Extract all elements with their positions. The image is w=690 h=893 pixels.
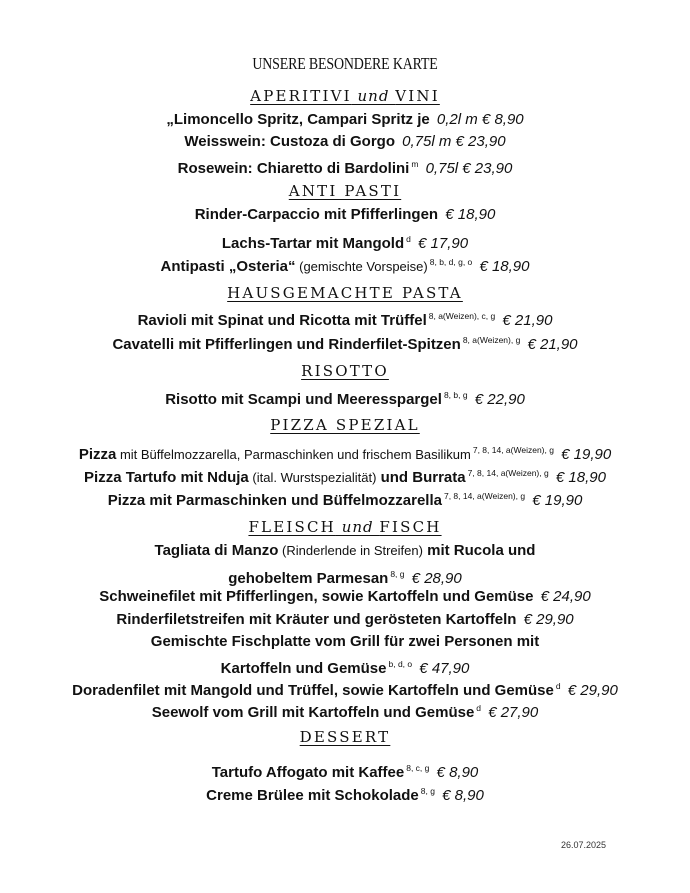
section-heading: DESSERT	[299, 728, 391, 746]
item-price: 0,75l m € 23,90	[398, 133, 506, 150]
item-price: € 47,90	[415, 660, 470, 677]
item-allergens: 8, b, g	[443, 390, 468, 400]
menu-item	[0, 330, 690, 355]
item-price: € 8,90	[437, 787, 484, 804]
item-name: Tagliata di Manzo	[154, 542, 279, 559]
item-price: € 19,90	[528, 492, 583, 509]
item-price: 0,75l € 23,90	[421, 160, 513, 177]
section-heading: RISOTTO	[301, 362, 389, 380]
item-allergens: 7, 8, 14, a(Weizen), g	[472, 445, 554, 455]
menu-item	[0, 252, 690, 277]
menu-item	[0, 385, 690, 410]
item-name: Schweinefilet mit Pfifferlingen, sowie Kartoffeln und Gemüse	[99, 588, 534, 605]
section-heading: PIZZA SPEZIAL	[270, 416, 420, 434]
item-allergens: d	[555, 681, 561, 691]
item-price: € 21,90	[498, 312, 553, 329]
item-price: € 22,90	[470, 391, 525, 408]
menu-item	[0, 587, 690, 607]
menu-item	[0, 132, 690, 152]
item-name: Lachs-Tartar mit Mangold	[221, 235, 405, 252]
menu-item	[0, 610, 690, 630]
item-name: Ravioli mit Spinat und Ricotta mit Trüffel	[137, 312, 427, 329]
item-price: € 18,90	[441, 206, 496, 223]
item-allergens: 8, c, g	[406, 763, 430, 773]
item-name: Risotto mit Scampi und Meeresspargel	[165, 391, 442, 408]
item-price: € 29,90	[563, 682, 618, 699]
menu-item	[0, 440, 690, 465]
menu-item	[0, 486, 690, 511]
item-allergens: 8, a(Weizen), g	[462, 335, 521, 345]
item-name: Pizza Tartufo mit Nduja	[84, 469, 249, 486]
item-name: Rinderfiletstreifen mit Kräuter und gerösteten Kartoffeln	[116, 611, 517, 628]
item-price: € 24,90	[536, 588, 591, 605]
item-price: € 21,90	[523, 336, 578, 353]
item-price: € 27,90	[484, 704, 539, 721]
menu-item	[0, 110, 690, 130]
item-allergens: b, d, o	[388, 659, 413, 669]
menu-date: 26.07.2025	[561, 840, 607, 850]
item-price: € 29,90	[519, 611, 574, 628]
item-allergens: 7, 8, 14, a(Weizen), g	[443, 491, 526, 501]
item-name: Rinder-Carpaccio mit Pfifferlingen	[194, 206, 439, 223]
section-heading: HAUSGEMACHTE PASTA	[227, 284, 463, 302]
item-price: € 18,90	[475, 258, 530, 275]
item-name: Pizza mit Parmaschinken und Büffelmozzarella	[107, 492, 442, 509]
item-note: mit Büffelmozzarella, Parmaschinken und frischem Basilikum	[116, 447, 471, 462]
menu-title: UNSERE BESONDERE KARTE	[252, 54, 438, 73]
item-note: (gemischte Vorspeise)	[295, 259, 428, 274]
item-price: 0,2l m € 8,90	[432, 111, 524, 128]
item-name-cont: und Burrata	[376, 469, 466, 486]
item-allergens: 8, a(Weizen), c, g	[428, 311, 496, 321]
menu-item	[0, 541, 690, 561]
item-note: (ital. Wurstspezialität)	[248, 470, 377, 485]
section-heading: APERITIVI und VINI	[250, 87, 440, 105]
menu-item	[0, 564, 690, 589]
item-name: Antipasti „Osteria“	[160, 258, 296, 275]
item-name: Gemischte Fischplatte vom Grill für zwei Personen mit	[150, 633, 540, 650]
item-name: Seewolf vom Grill mit Kartoffeln und Gemüse	[151, 704, 475, 721]
item-price: € 19,90	[556, 446, 612, 463]
item-allergens: 8, g	[390, 569, 405, 579]
item-name: Pizza	[78, 446, 117, 463]
item-price: € 8,90	[432, 764, 479, 781]
menu-item	[0, 781, 690, 806]
item-price: € 28,90	[407, 570, 462, 587]
menu-item	[0, 205, 690, 225]
menu-item	[0, 463, 690, 488]
menu-item	[0, 698, 690, 723]
item-name: Tartufo Affogato mit Kaffee	[211, 764, 405, 781]
menu-item	[0, 758, 690, 783]
menu-item	[0, 306, 690, 331]
item-allergens: 7, 8, 14, a(Weizen), g	[467, 468, 549, 478]
menu-item	[0, 154, 690, 179]
item-name: „Limoncello Spritz, Campari Spritz je	[166, 111, 430, 128]
item-allergens: d	[476, 703, 482, 713]
item-name: Kartoffeln und Gemüse	[220, 660, 387, 677]
item-name: Weisswein: Custoza di Gorgo	[184, 133, 395, 150]
item-allergens: d	[406, 234, 411, 244]
item-name: gehobeltem Parmesan	[228, 570, 389, 587]
item-name: Cavatelli mit Pfifferlingen und Rinderfilet-Spitzen	[112, 336, 461, 353]
section-heading: FLEISCH und FISCH	[248, 518, 442, 536]
item-note: (Rinderlende in Streifen)	[278, 543, 423, 558]
item-allergens: m	[411, 159, 419, 169]
menu-item	[0, 229, 690, 254]
section-heading: ANTI PASTI	[288, 182, 402, 200]
item-name: Rosewein: Chiaretto di Bardolini	[177, 160, 410, 177]
menu-item	[0, 632, 690, 652]
item-price: € 17,90	[413, 235, 469, 252]
item-allergens: 8, g	[420, 786, 435, 796]
item-allergens: 8, b, d, g, o	[429, 257, 473, 267]
item-name-cont: mit Rucola und	[422, 542, 536, 559]
item-price: € 18,90	[551, 469, 606, 486]
item-name: Doradenfilet mit Mangold und Trüffel, sowie Kartoffeln und Gemüse	[72, 682, 554, 699]
item-name: Creme Brülee mit Schokolade	[206, 787, 419, 804]
